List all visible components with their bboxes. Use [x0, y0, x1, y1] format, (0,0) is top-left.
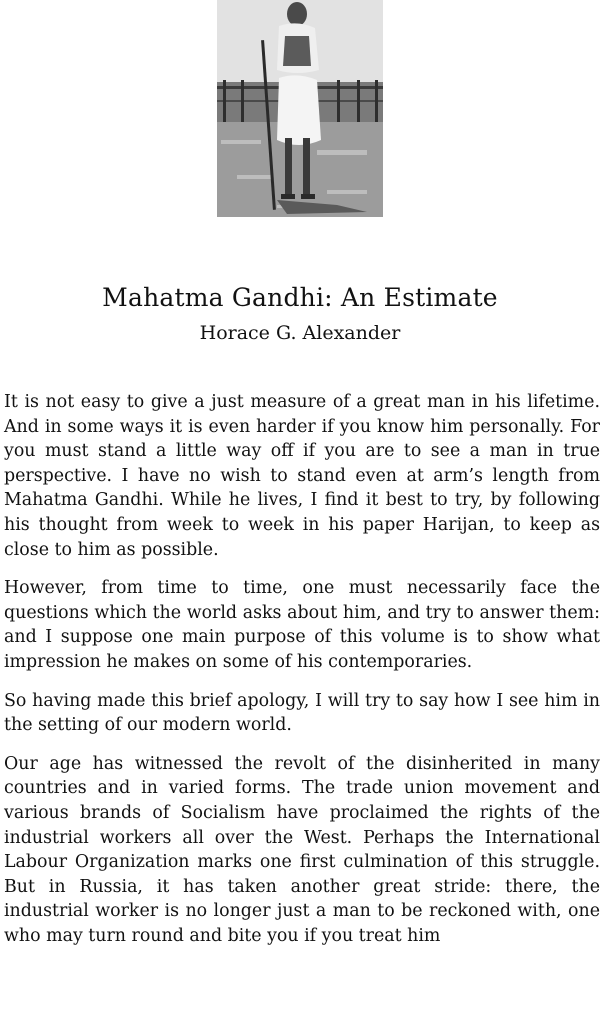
paragraph-3: So having made this brief apology, I will try to say how I see him in the setting of our modern world.	[4, 690, 600, 736]
gandhi-photo	[217, 0, 383, 217]
article-title: Mahatma Gandhi: An Estimate	[102, 283, 498, 312]
paragraph-1: It is not easy to give a just measure of a great man in his lifetime. And in some ways it is even harder if you know him personally. For you must stand a little way off if you are to see a man in true perspective. I have no wish to stand even at arm’s length from Mahatma Gandhi. While he lives, I find it best to try, by following his thought from week to week in his paper Harijan, to keep as close to him as possible.	[4, 392, 600, 560]
article-body	[4, 390, 600, 948]
paragraph-2: However, from time to time, one must necessarily face the questions which the world asks about him, and try to answer them: and I suppose one main purpose of this volume is to show what impression he makes on some of his contemporaries.	[4, 578, 600, 672]
article-header	[0, 282, 600, 346]
article-author: Horace G. Alexander	[199, 322, 401, 344]
gandhi-portrait-icon	[217, 0, 383, 217]
paragraph-4: Our age has witnessed the revolt of the disinherited in many countries and in varied forms. The trade union movement and various brands of Socialism have proclaimed the rights of the industrial workers all over the West. Perhaps the International Labour Organization marks one first culmination of this struggle. But in Russia, it has taken another great stride: there, the industrial worker is no longer just a man to be reckoned with, one who may turn round and bite you if you treat him	[4, 753, 600, 946]
